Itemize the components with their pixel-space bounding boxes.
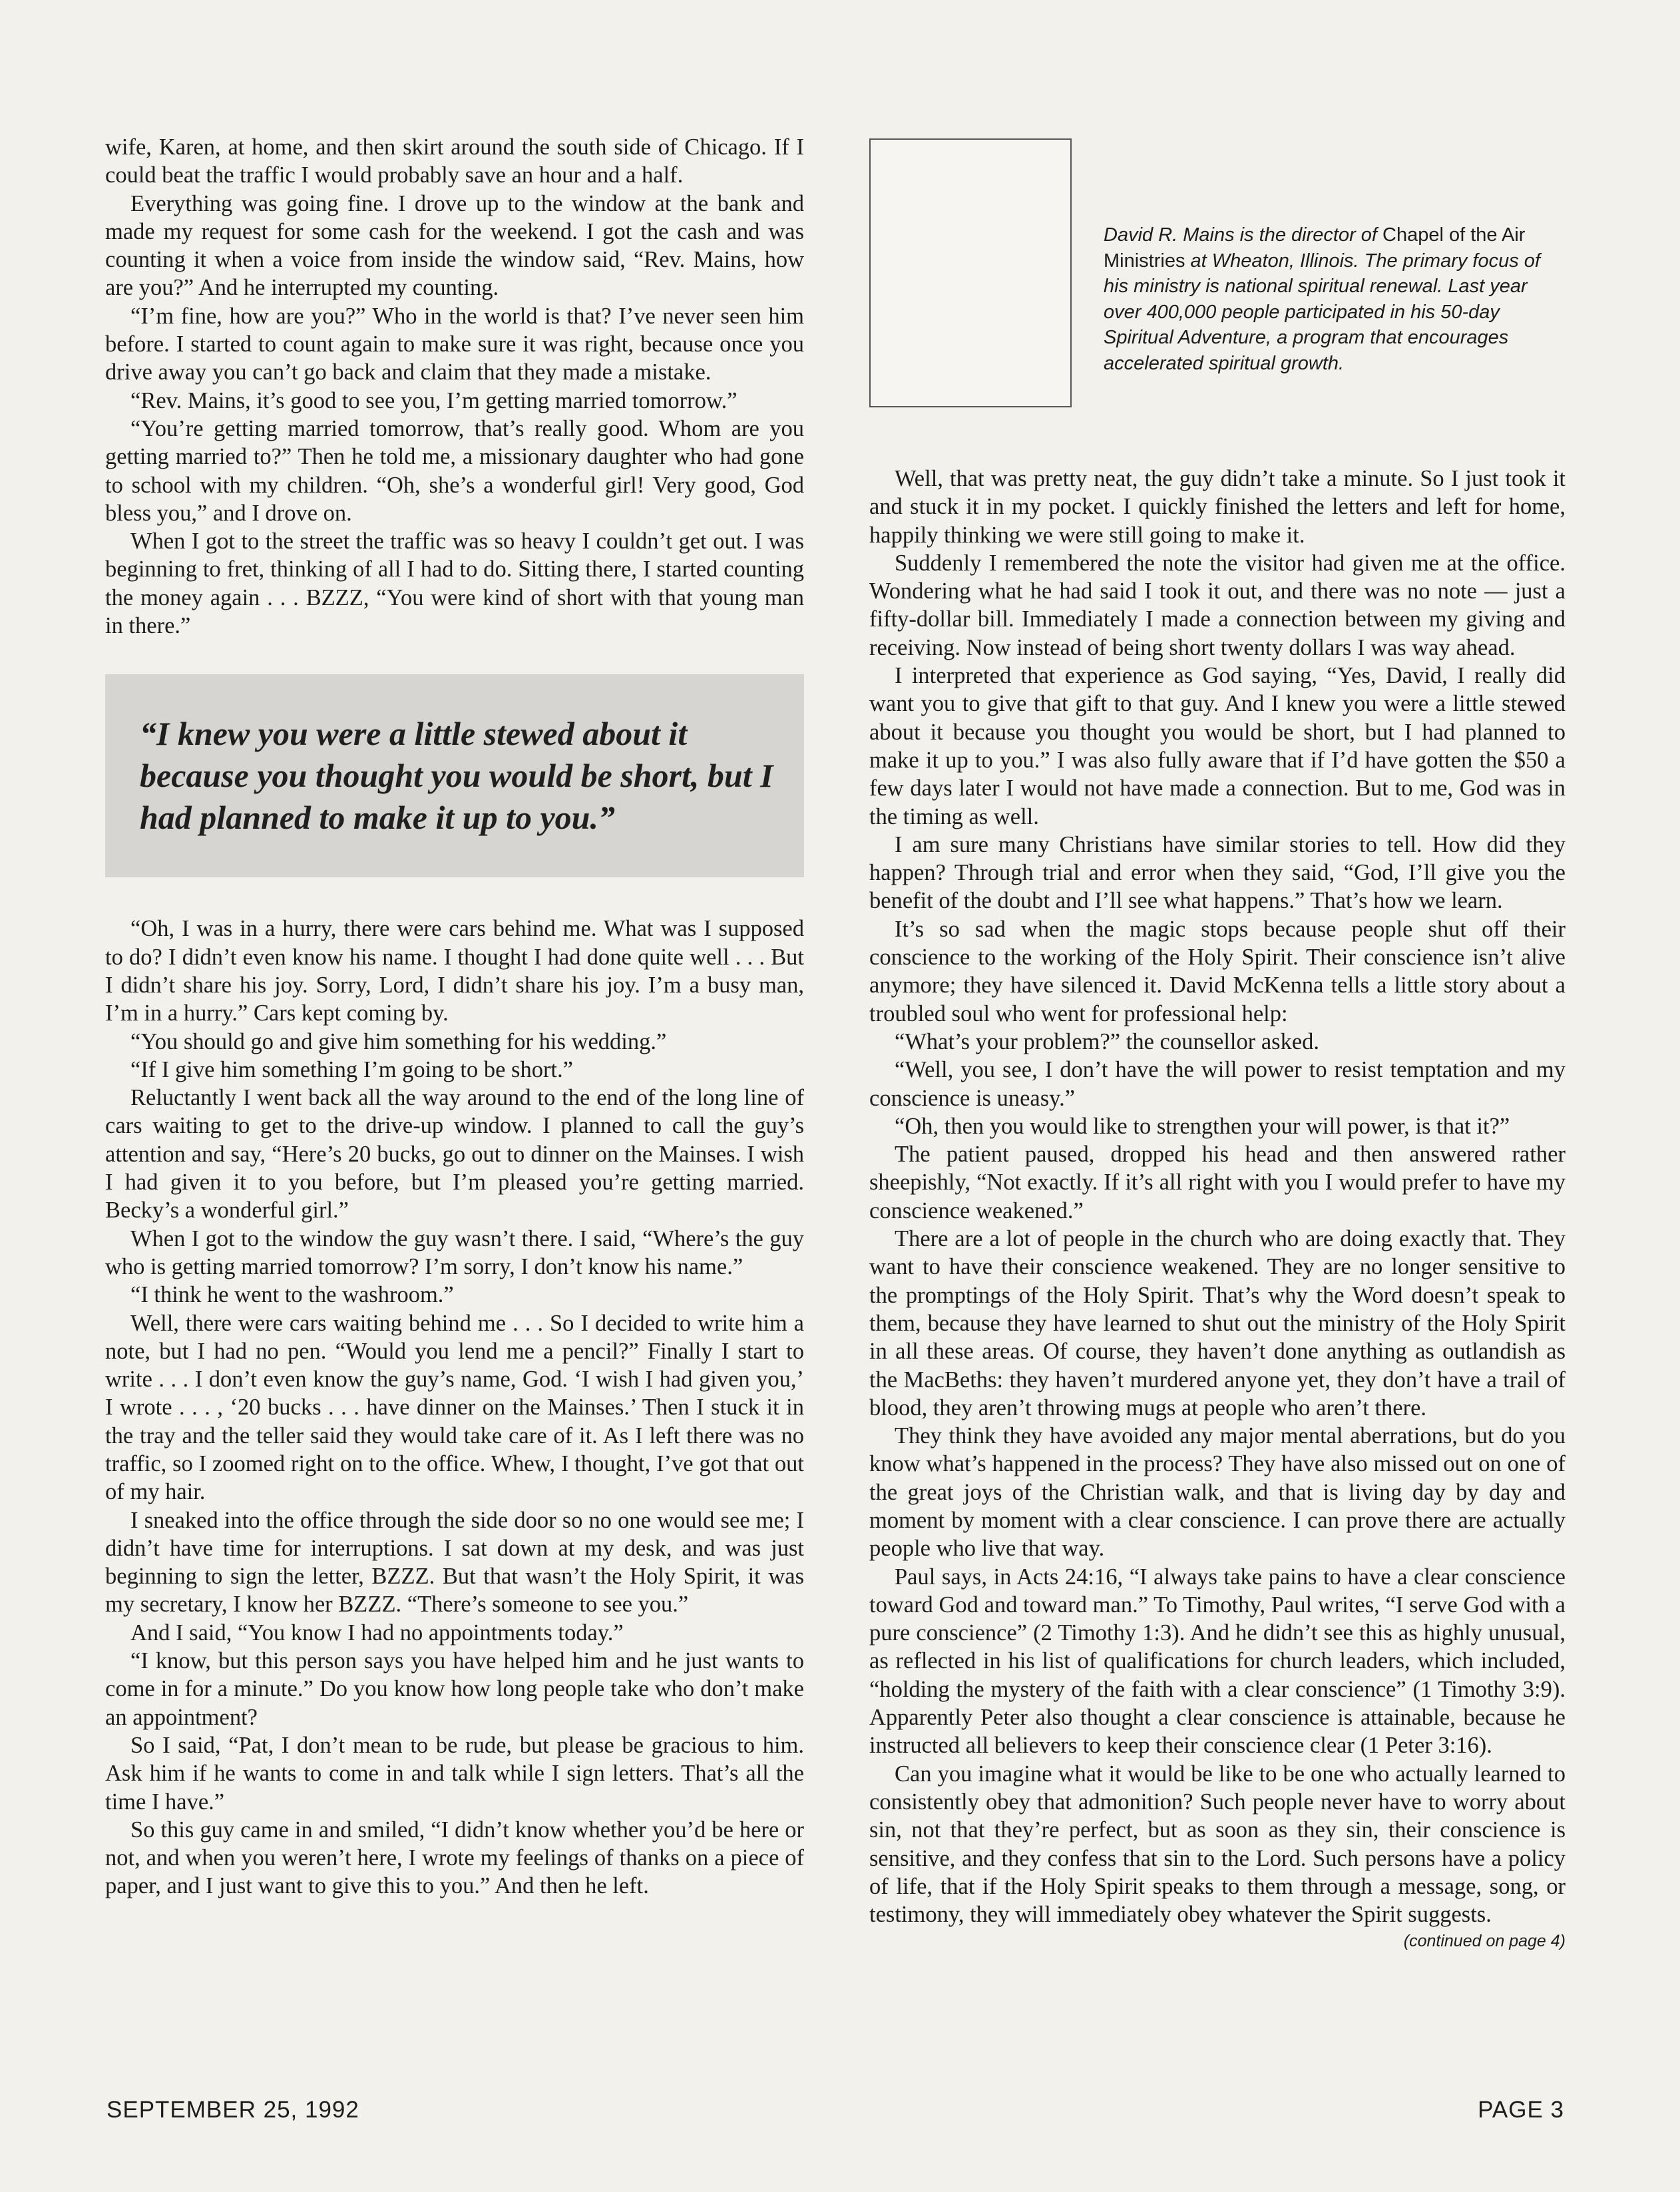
body-paragraph: “Oh, I was in a hurry, there were cars behind me. What was I supposed to do? I didn’t even know his name. I thought I had done quite well . . . But I didn’t share his joy. Sorry, Lord, I didn’t share his joy. I’m a busy man, I’m in a hurry.” Cars kept coming by. bbox=[105, 916, 804, 1026]
body-paragraph: It’s so sad when the magic stops because people shut off their conscience to the working of the Holy Spirit. Their conscience isn’t alive anymore; they have silenced it. David McKenna tells a little story about a troubled soul who went for professional help: bbox=[869, 916, 1566, 1026]
body-paragraph: “You’re getting married tomorrow, that’s really good. Whom are you getting married to?” Then he told me, a missionary daughter who had gone to school with my children. “Oh, she’s a wonderful girl! Very good, God bless you,” and I drove on. bbox=[105, 415, 804, 526]
body-paragraph: Everything was going fine. I drove up to the window at the bank and made my request for some cash for the weekend. I got the cash and was counting it when a voice from inside the window said, “Rev. Mains, how are you?” And he interrupted my counting. bbox=[105, 190, 804, 301]
continued-note: (continued on page 4) bbox=[1403, 1932, 1566, 1951]
body-paragraph: They think they have avoided any major mental aberrations, but do you know what’s happened in the process? They have also missed out on one of the great joys of the Christian walk, and that is living day by day and moment by moment with a clear conscience. I can prove there are actually people who live that way. bbox=[869, 1423, 1566, 1562]
author-photo-placeholder bbox=[869, 138, 1072, 407]
body-paragraph: So this guy came in and smiled, “I didn’t know whether you’d be here or not, and when you weren’t here, I wrote my feelings of thanks on a piece of paper, and I just want to give this to you.” And then he left. bbox=[105, 1817, 804, 1899]
issue-date: SEPTEMBER 25, 1992 bbox=[106, 2097, 359, 2123]
body-paragraph: “Rev. Mains, it’s good to see you, I’m getting married tomorrow.” bbox=[130, 387, 737, 413]
body-paragraph: “You should go and give him something for his wedding.” bbox=[130, 1028, 667, 1054]
body-paragraph: “Well, you see, I don’t have the will power to resist temptation and my conscience is uneasy.” bbox=[869, 1057, 1566, 1111]
body-paragraph: So I said, “Pat, I don’t mean to be rude, but please be gracious to him. Ask him if he wants to come in and talk while I sign letters. That’s all the time I have.” bbox=[105, 1732, 804, 1815]
body-paragraph: Paul says, in Acts 24:16, “I always take pains to have a clear conscience toward God and toward man.” To Timothy, Paul writes, “I serve God with a pure conscience” (2 Timothy 1:3). And he didn’t see this as highly unusual, as reflected in his list of qualifications for church leaders, which included, “holding the mystery of the faith with a clear conscience” (1 Timothy 3:9). Apparently Peter also thought a clear conscience is attainable, because he instructed all believers to keep their conscience clear (1 Peter 3:16). bbox=[869, 1564, 1566, 1759]
body-paragraph: “Oh, then you would like to strengthen your will power, is that it?” bbox=[895, 1113, 1510, 1139]
left-column bbox=[105, 133, 804, 1900]
body-paragraph: “I think he went to the washroom.” bbox=[130, 1282, 454, 1308]
body-paragraph: Suddenly I remembered the note the visitor had given me at the office. Wondering what he had said I took it out, and there was no note — just a fifty-dollar bill. Immediately I made a connection between my giving and receiving. Now instead of being short twenty dollars I was way ahead. bbox=[869, 550, 1566, 660]
body-paragraph: Can you imagine what it would be like to be one who actually learned to consistently obey that admonition? Such people never have to worry about sin, not that they’re perfect, but as soon as they sin, their conscience is sensitive, and they confess that sin to the Lord. Such persons have a policy of life, that if the Holy Spirit speaks to them through a message, song, or testimony, they will immediately obey whatever the Spirit suggests. bbox=[869, 1761, 1566, 1928]
body-paragraph: The patient paused, dropped his head and then answered rather sheepishly, “Not exactly. If it’s all right with you I would prefer to have my conscience weakened.” bbox=[869, 1142, 1566, 1223]
author-bio bbox=[869, 133, 1566, 407]
right-column bbox=[869, 133, 1566, 1952]
body-paragraph: And I said, “You know I had no appointments today.” bbox=[130, 1620, 624, 1645]
pull-quote: “I knew you were a little stewed about it because you thought you would be short, but I had planned to make it up to you.” bbox=[105, 674, 804, 877]
bio-organization: Chapel of the Air Ministries bbox=[1104, 224, 1526, 272]
body-paragraph: Reluctantly I went back all the way around to the end of the long line of cars waiting to get to the drive-up window. I planned to call the guy’s attention and say, “Here’s 20 bucks, go out to dinner on the Mainses. I wish I had given it to you before, but I’m pleased you’re getting married. Becky’s a wonderful girl.” bbox=[105, 1085, 804, 1223]
body-paragraph: “What’s your problem?” the counsellor asked. bbox=[895, 1028, 1320, 1054]
body-paragraph: “I’m fine, how are you?” Who in the world is that? I’ve never seen him before. I started to count again to make sure it was right, because once you drive away you can’t go back and claim that they made a mistake. bbox=[105, 303, 804, 385]
body-paragraph: “I know, but this person says you have helped him and he just wants to come in for a minute.” Do you know how long people take who don’t make an appointment? bbox=[105, 1648, 804, 1730]
bio-text-part: at Wheaton, Illinois. The primary focus of his ministry is national spiritual renewal. Last year over 400,000 people participated in his 50-day Spiritual Adventure, a program that encourages accelerated spiritual growth. bbox=[1104, 250, 1540, 374]
body-paragraph: There are a lot of people in the church who are doing exactly that. They want to have their conscience weakened. They are no longer sensitive to the promptings of the Holy Spirit. That’s why the Word doesn’t speak to them, because they have learned to shut out the ministry of the Holy Spirit in all these areas. Of course, they haven’t done anything as outlandish as the MacBeths: they haven’t murdered anyone yet, they don’t have a trail of blood, they aren’t throwing mugs at people who aren’t there. bbox=[869, 1226, 1566, 1421]
page-number: PAGE 3 bbox=[1478, 2097, 1564, 2123]
body-paragraph: “If I give him something I’m going to be short.” bbox=[130, 1056, 573, 1082]
body-paragraph: Well, there were cars waiting behind me . . . So I decided to write him a note, but I had no pen. “Would you lend me a pencil?” Finally I start to write . . . I don’t even know the guy’s name, God. ‘I wish I had given you,’ I wrote . . . , ‘20 bucks . . . have dinner on the Mainses.’ Then I stuck it in the tray and the teller said they would take care of it. As I left there was no traffic, so I zoomed right on to the office. Whew, I thought, I’ve got that out of my hair. bbox=[105, 1310, 804, 1505]
body-paragraph: I interpreted that experience as God saying, “Yes, David, I really did want you to give that gift to that guy. And I knew you were a little stewed about it because you thought you would be short, but I had planned to make it up to you.” I was also fully aware that if I’d have gotten the $50 a few days later I would not have made a connection. But to me, God was in the timing as well. bbox=[869, 663, 1566, 829]
body-paragraph: I sneaked into the office through the side door so no one would see me; I didn’t have time for interruptions. I sat down at my desk, and was just beginning to sign the letter, BZZZ. But that wasn’t the Holy Spirit, it was my secretary, I know her BZZZ. “There’s someone to see you.” bbox=[105, 1507, 804, 1618]
body-paragraph: wife, Karen, at home, and then skirt around the south side of Chicago. If I could beat the traffic I would probably save an hour and a half. bbox=[105, 134, 804, 188]
body-paragraph: When I got to the window the guy wasn’t there. I said, “Where’s the guy who is getting married tomorrow? I’m sorry, I don’t know his name.” bbox=[105, 1225, 804, 1279]
bio-text-part: David R. Mains is the director of bbox=[1104, 224, 1383, 246]
body-paragraph: When I got to the street the traffic was so heavy I couldn’t get out. I was beginning to fret, thinking of all I had to do. Sitting there, I started counting the money again . . . BZZZ, “You were kind of short with that young man in there.” bbox=[105, 529, 804, 639]
body-paragraph: Well, that was pretty neat, the guy didn’t take a minute. So I just took it and stuck it in my pocket. I quickly finished the letters and left for home, happily thinking we were still going to make it. bbox=[869, 466, 1566, 548]
body-paragraph: I am sure many Christians have similar stories to tell. How did they happen? Through trial and error when they said, “God, I’ll give you the benefit of the doubt and I’ll see what happens.” That’s how we learn. bbox=[869, 831, 1566, 914]
author-bio-text bbox=[1104, 222, 1564, 376]
